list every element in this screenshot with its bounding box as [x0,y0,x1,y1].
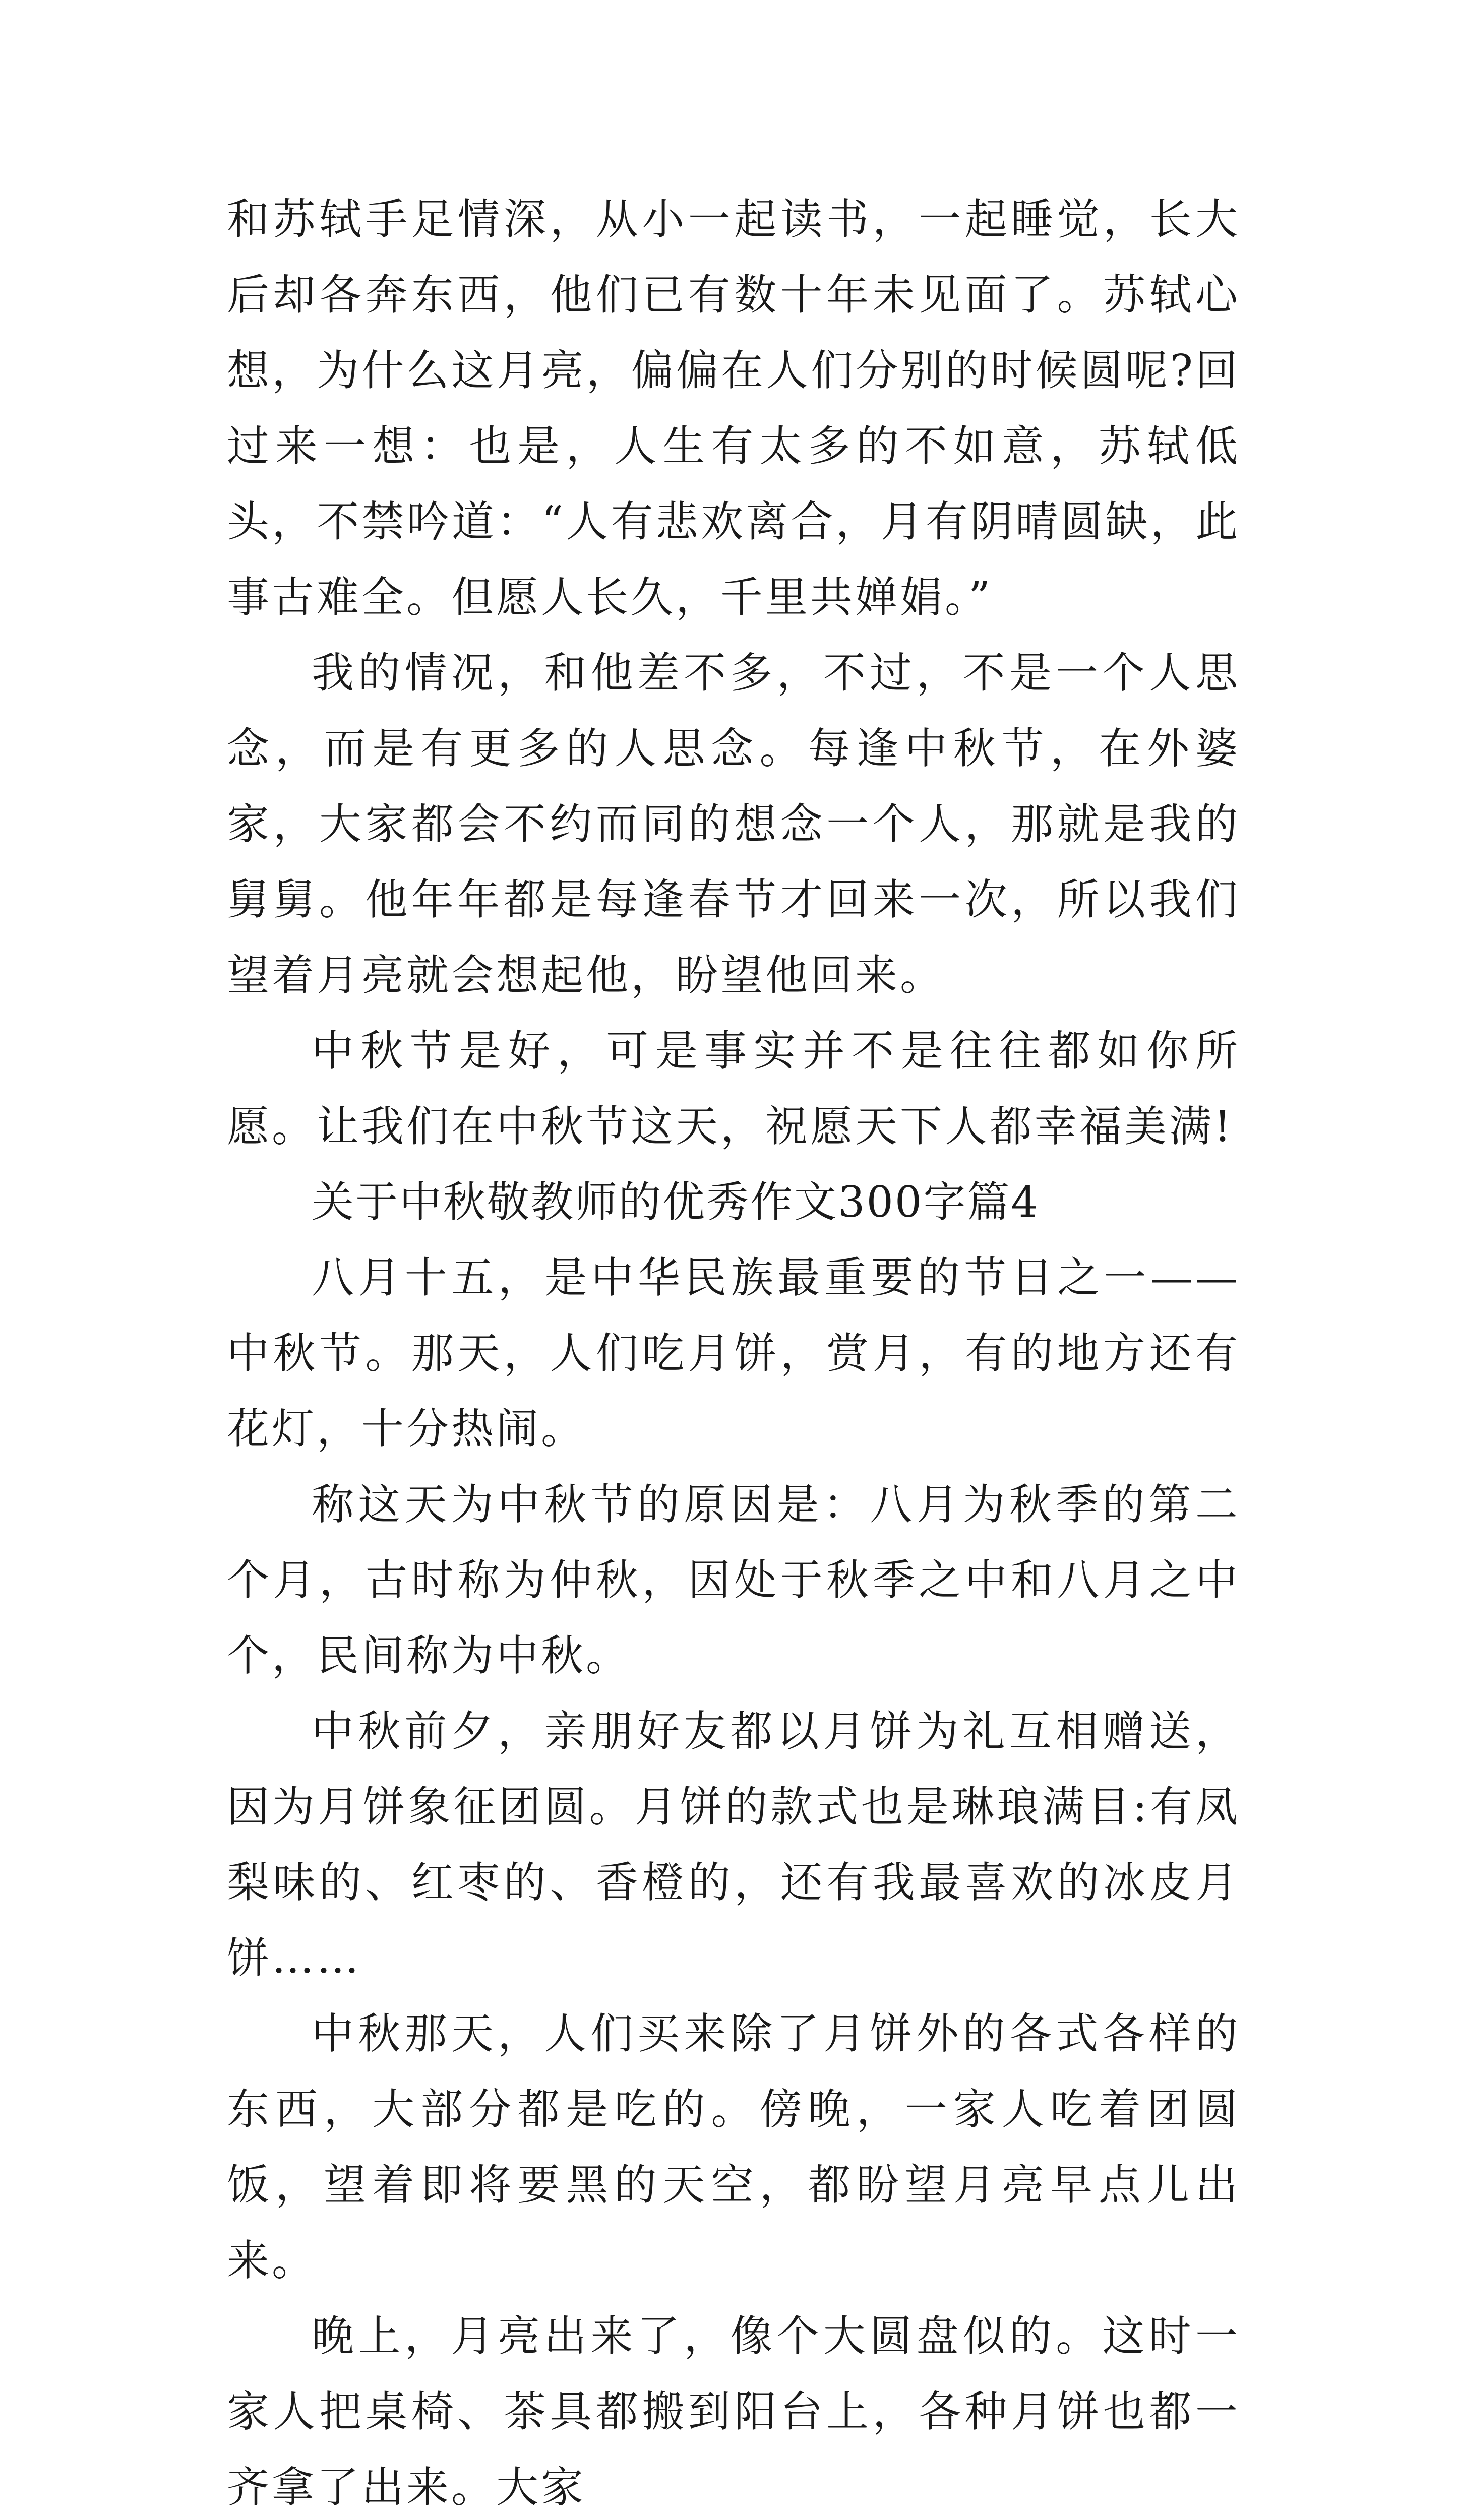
paragraph: 称这天为中秋节的原因是：八月为秋季的第二个月，古时称为仲秋，因处于秋季之中和八月之中个，民间称为中秋。 [227,1480,1240,1680]
paragraph: 中秋前夕，亲朋好友都以月饼为礼互相赠送，因为月饼象征团圆。月饼的款式也是琳琅满目:有凤梨味的、红枣的、香橙的，还有我最喜欢的冰皮月饼…… [227,1707,1240,1983]
paragraph: 八月十五，是中华民族最重要的节日之一——中秋节。那天，人们吃月饼，赏月，有的地方还有花灯，十分热闹。 [227,1253,1240,1454]
essay-body [227,181,1240,2520]
paragraph: 中秋节是好，可是事实并不是往往都如你所愿。让我们在中秋节这天，祝愿天下人都幸福美满! [227,1026,1240,1151]
paragraph: 晚上，月亮出来了，像个大圆盘似的。这时一家人把桌椅、茶具都搬到阳台上，各种月饼也都一齐拿了出来。大家 [227,2311,1240,2512]
section-heading: 关于中秋敬教师的优秀作文300字篇4 [312,1177,1040,1227]
paragraph: 中秋那天，人们买来除了月饼外的各式各样的东西，大部分都是吃的。傍晚，一家人吃着团圆饭，望着即将要黑的天空，都盼望月亮早点儿出来。 [227,2009,1240,2285]
paragraph-continued: 和苏轼手足情深，从小一起读书，一起睡觉，长大后却各奔东西，他们已有数十年未见面了。苏轼心想，为什么这月亮，偏偏在人们分别的时候圆呢?回过来一想：也是，人生有太多的不如意，苏轼低头，不禁吟道：“人有悲欢离合，月有阴晴圆缺，此事古难全。但愿人长久，千里共婵娟。” [227,195,1240,622]
paragraph: 我的情况，和他差不多，不过，不是一个人思念，而是有更多的人思念。每逢中秋节，在外婆家，大家都会不约而同的想念一个人，那就是我的舅舅。他年年都是每逢春节才回来一次，所以我们望着月亮就会想起他，盼望他回来。 [227,648,1240,1000]
